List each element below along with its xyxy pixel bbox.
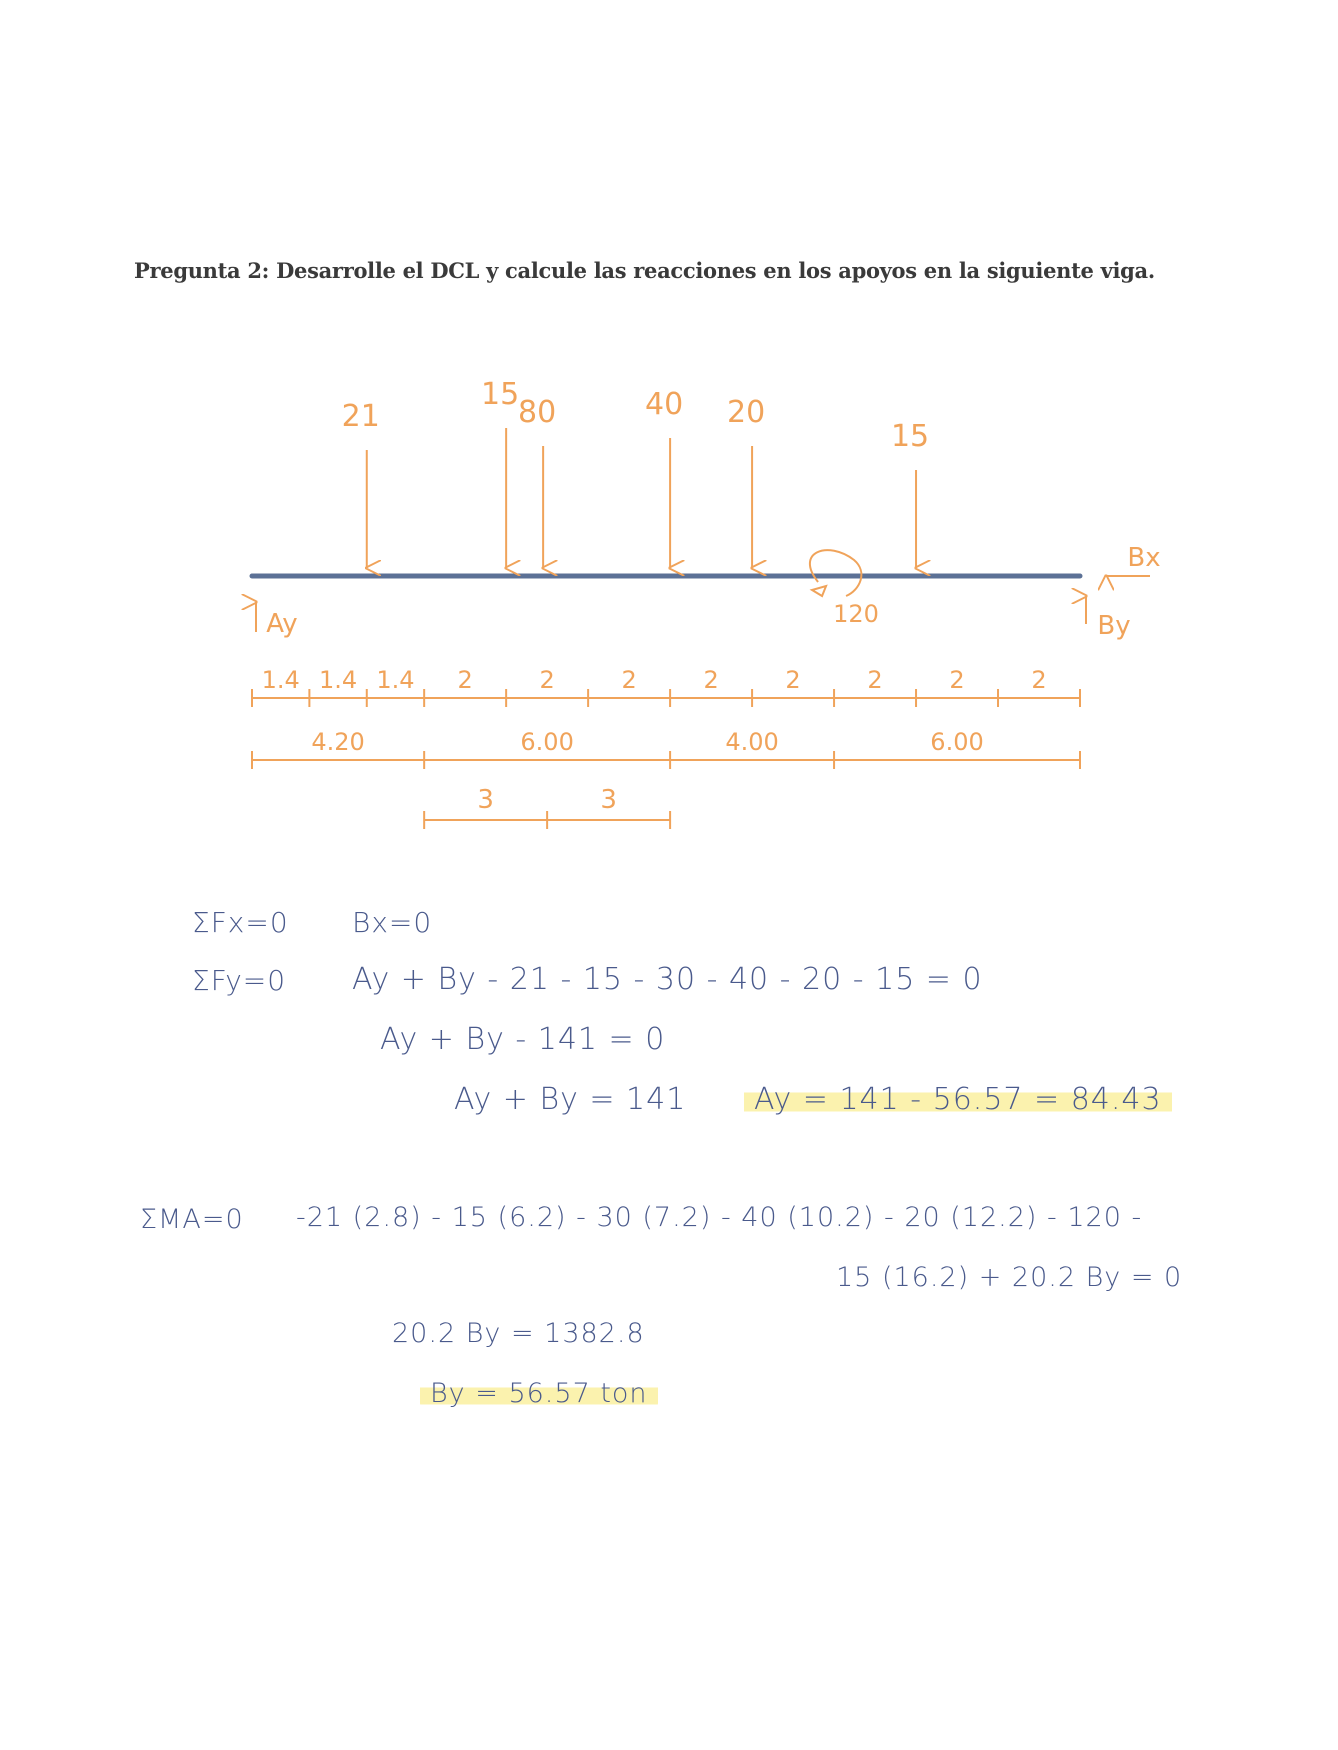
dim-row-3-label: 3 (600, 785, 617, 815)
sum-fx-label: ΣFx=0 (192, 906, 289, 939)
fy-equation-3: Ay + By = 141 (454, 1082, 687, 1117)
ay-label: Ay (266, 609, 298, 639)
moment-label: 120 (833, 600, 879, 628)
load-label: 15 (481, 377, 520, 412)
load-label: 21 (341, 399, 380, 434)
load-label: 20 (726, 395, 766, 430)
dim-row-2-label: 6.00 (930, 728, 984, 756)
by-label: By (1097, 611, 1131, 641)
dim-row-1-label: 2 (785, 666, 801, 694)
load-label: 40 (645, 387, 684, 422)
ma-equation-1: -21 (2.8) - 15 (6.2) - 30 (7.2) - 40 (10.2) - 20 (12.2) - 120 - (296, 1202, 1143, 1233)
dim-row-1-label: 2 (703, 666, 719, 694)
load-label: 80 (518, 395, 557, 430)
dim-row-1-label: 2 (621, 666, 637, 694)
supports-group (256, 543, 1161, 641)
dim-row-3-label: 3 (477, 785, 494, 815)
fy-equation-2: Ay + By - 141 = 0 (380, 1022, 666, 1057)
by-result: By = 56.57 ton (420, 1378, 658, 1409)
dim-row-1-label: 2 (539, 666, 555, 694)
dim-row-2-label: 6.00 (520, 728, 574, 756)
fy-equation-1: Ay + By - 21 - 15 - 30 - 40 - 20 - 15 = 0 (352, 962, 983, 997)
dim-row-2-label: 4.20 (311, 728, 365, 756)
moment-arrowhead (812, 586, 826, 596)
dim-row-2-label: 4.00 (725, 728, 779, 756)
load-label: 15 (890, 419, 930, 454)
dim-row-1-label: 1.4 (261, 666, 300, 694)
dim-row-1-label: 1.4 (376, 666, 415, 694)
dim-row-1-label: 2 (949, 666, 965, 694)
dim-row-1-label: 1.4 (318, 666, 358, 694)
dim-row-1-label: 2 (867, 666, 883, 694)
by-equation: 20.2 By = 1382.8 (392, 1318, 645, 1349)
ay-result: Ay = 141 - 56.57 = 84.43 (744, 1082, 1172, 1117)
sum-ma-label: ΣMA=0 (140, 1204, 244, 1235)
ma-equation-2: 15 (16.2) + 20.2 By = 0 (836, 1262, 1183, 1293)
dim-row-1-label: 2 (457, 666, 473, 694)
question-title: Pregunta 2: Desarrolle el DCL y calcule las reacciones en los apoyos en la siguiente viga. (134, 258, 1155, 283)
sum-fy-label: ΣFy=0 (192, 964, 287, 997)
bx-label: Bx (1127, 543, 1161, 573)
dimension-lines (252, 666, 1080, 829)
loads-group (342, 377, 929, 628)
bx-equation: Bx=0 (352, 906, 433, 939)
dim-row-1-label: 2 (1031, 666, 1047, 694)
